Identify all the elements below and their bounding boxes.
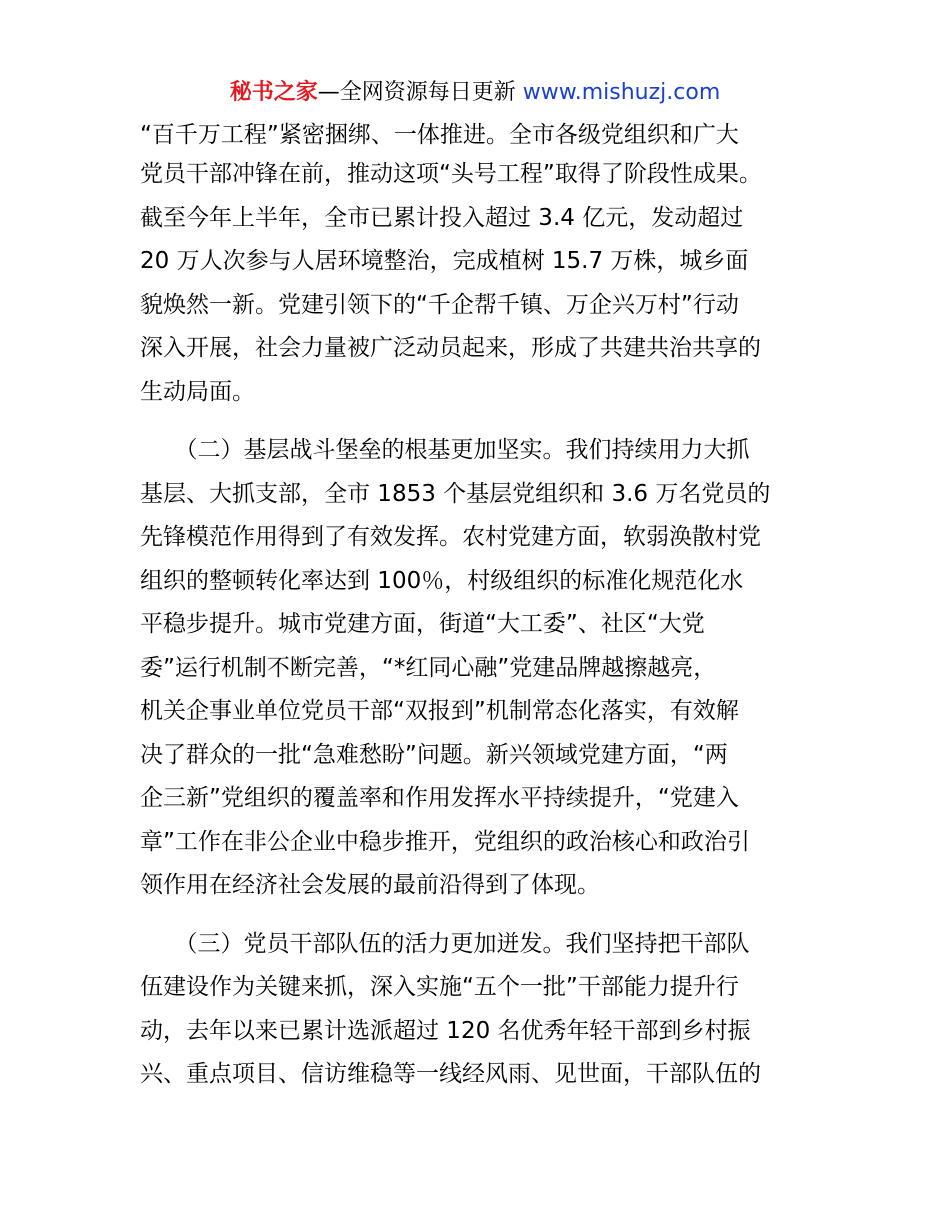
text-line: 截至今年上半年，全市已累计投入超过 3.4 亿元，发动超过 xyxy=(140,204,744,231)
text-line: 貌焕然一新。党建引领下的“千企帮千镇、万企兴万村”行动 xyxy=(140,291,739,318)
text-line: 基层、大抓支部，全市 1853 个基层党组织和 3.6 万名党员的 xyxy=(140,480,771,507)
text-line: 兴、重点项目、信访维稳等一线经风雨、见世面，干部队伍的 xyxy=(140,1061,761,1087)
paragraph-2 xyxy=(140,429,812,908)
header-url-link[interactable]: www.mishuzj.com xyxy=(522,80,721,105)
text-line: （二）基层战斗堡垒的根基更加坚实。我们持续用力大抓 xyxy=(140,437,750,463)
text-line: 企三新”党组织的覆盖率和作用发挥水平持续提升，“党建入 xyxy=(140,785,739,811)
paragraph-3 xyxy=(140,923,812,1097)
header-tagline: —全网资源每日更新 xyxy=(317,80,523,105)
text-line: 组织的整顿转化率达到 100％，村级组织的标准化规范化水 xyxy=(140,567,744,594)
text-line: 决了群众的一批“急难愁盼”问题。新兴领域党建方面，“两 xyxy=(140,741,728,768)
text-line: （三）党员干部队伍的活力更加迸发。我们坚持把干部队 xyxy=(140,930,750,957)
text-line: 先锋模范作用得到了有效发挥。农村党建方面，软弱涣散村党 xyxy=(140,524,761,550)
text-line: 章”工作在非公企业中稳步推开，党组织的政治核心和政治引 xyxy=(140,828,750,855)
text-line: 委”运行机制不断完善，“*红同心融”党建品牌越擦越亮， xyxy=(140,654,717,681)
body-text xyxy=(140,117,812,1097)
text-line: 20 万人次参与人居环境整治，完成植树 15.7 万株，城乡面 xyxy=(140,248,749,274)
text-line: 机关企事业单位党员干部“双报到”机制常态化落实，有效解 xyxy=(140,698,739,724)
text-line: 领作用在经济社会发展的最前沿得到了体现。 xyxy=(140,872,600,898)
paragraph-1 xyxy=(140,117,812,414)
text-line: 党员干部冲锋在前，推动这项“头号工程”取得了阶段性成果。 xyxy=(140,161,762,187)
header-brand: 秘书之家 xyxy=(229,80,318,105)
text-line: 动，去年以来已累计选派超过 120 名优秀年轻干部到乡村振 xyxy=(140,1017,751,1044)
text-line: 平稳步提升。城市党建方面，街道“大工委”、社区“大党 xyxy=(140,611,705,637)
text-line: 深入开展，社会力量被广泛动员起来，形成了共建共治共享的 xyxy=(140,335,761,361)
text-line: 伍建设作为关键来抓，深入实施“五个一批”干部能力提升行 xyxy=(140,974,739,1000)
text-line: “百千万工程”紧密捆绑、一体推进。全市各级党组织和广大 xyxy=(140,122,739,148)
text-line: 生动局面。 xyxy=(140,378,255,405)
page-header xyxy=(0,76,950,110)
